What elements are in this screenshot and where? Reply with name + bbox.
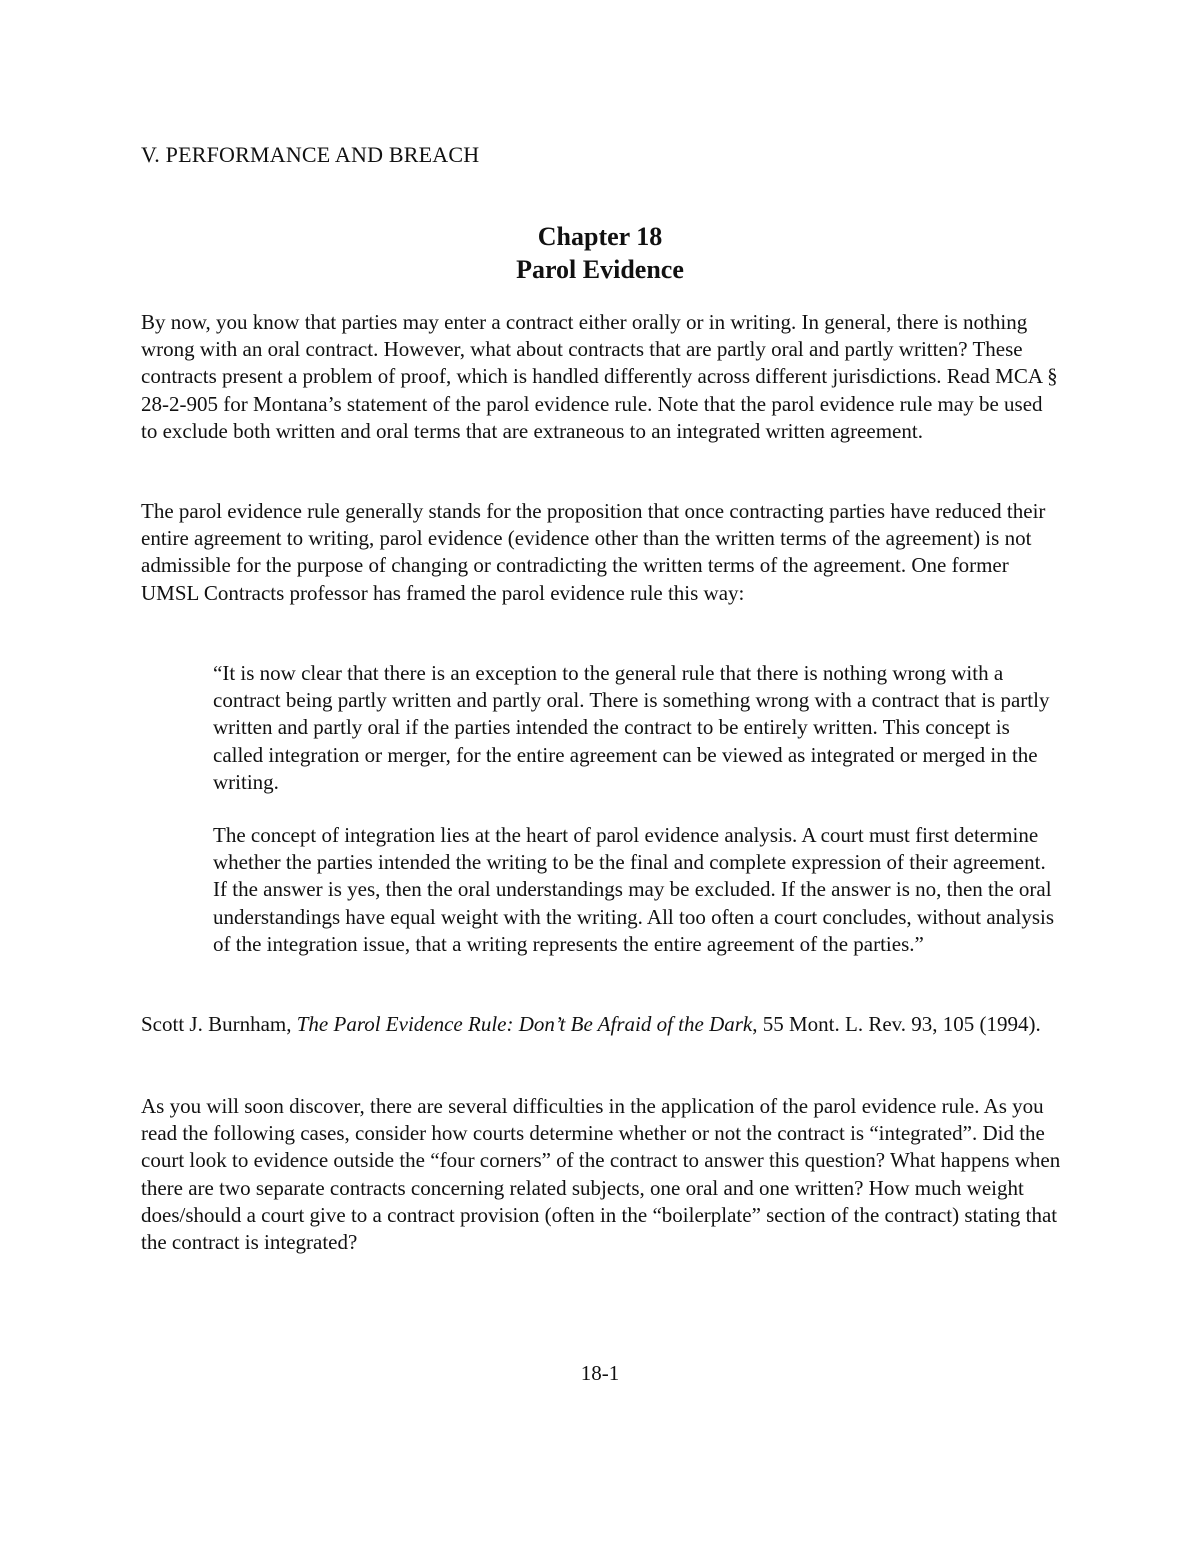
- block-quote-paragraph-1: “It is now clear that there is an exception to the general rule that there is nothing wrong with a contract being partly written and partly oral. There is something wrong with a contract that is partly written and partly oral if the parties intended the contract to be entirely written. This concept is called integration or merger, for the entire agreement can be viewed as integrated or merged in the writing.: [213, 661, 1050, 794]
- section-heading: V. PERFORMANCE AND BREACH: [141, 142, 480, 167]
- page-number: 18-1: [580, 1361, 620, 1385]
- citation-source: , 55 Mont. L. Rev. 93, 105 (1994).: [752, 1012, 1041, 1036]
- chapter-title: Parol Evidence: [516, 255, 684, 284]
- discussion-paragraph: As you will soon discover, there are several difficulties in the application of the parol evidence rule. As you read the following cases, consider how courts determine whether or not the contract is “integrated”. Did the court look to evidence outside the “four corners” of the contract to answer this question? What happens when there are two separate contracts concerning related subjects, one oral and one written? How much weight does/should a court give to a contract provision (often in the “boilerplate” section of the contract) stating that the contract is integrated?: [141, 1094, 1061, 1255]
- intro-paragraph: By now, you know that parties may enter a contract either orally or in writing. In general, there is nothing wrong with an oral contract. However, what about contracts that are partly oral and partly written? These contracts present a problem of proof, which is handled differently across different jurisdictions. Read MCA § 28-2-905 for Montana’s statement of the parol evidence rule. Note that the parol evidence rule may be used to exclude both written and oral terms that are extraneous to an integrated written agreement.: [141, 310, 1058, 443]
- citation-title: The Parol Evidence Rule: Don’t Be Afraid of the Dark: [296, 1012, 753, 1036]
- block-quote-paragraph-2: The concept of integration lies at the heart of parol evidence analysis. A court must first determine whether the parties intended the writing to be the final and complete expression of their agreement. If the answer is yes, then the oral understandings may be excluded. If the answer is no, then the oral understandings have equal weight with the writing. All too often a court concludes, without analysis of the integration issue, that a writing represents the entire agreement of the parties.”: [213, 823, 1054, 956]
- chapter-number: Chapter 18: [537, 222, 663, 251]
- chapter-header: [141, 220, 1059, 286]
- parol-rule-paragraph: The parol evidence rule generally stands for the proposition that once contracting parties have reduced their entire agreement to writing, parol evidence (evidence other than the written terms of the agreement) is not admissible for the purpose of changing or contradicting the written terms of the agreement. One former UMSL Contracts professor has framed the parol evidence rule this way:: [141, 499, 1046, 605]
- citation-author: Scott J. Burnham,: [141, 1012, 297, 1036]
- citation: [141, 1011, 1061, 1038]
